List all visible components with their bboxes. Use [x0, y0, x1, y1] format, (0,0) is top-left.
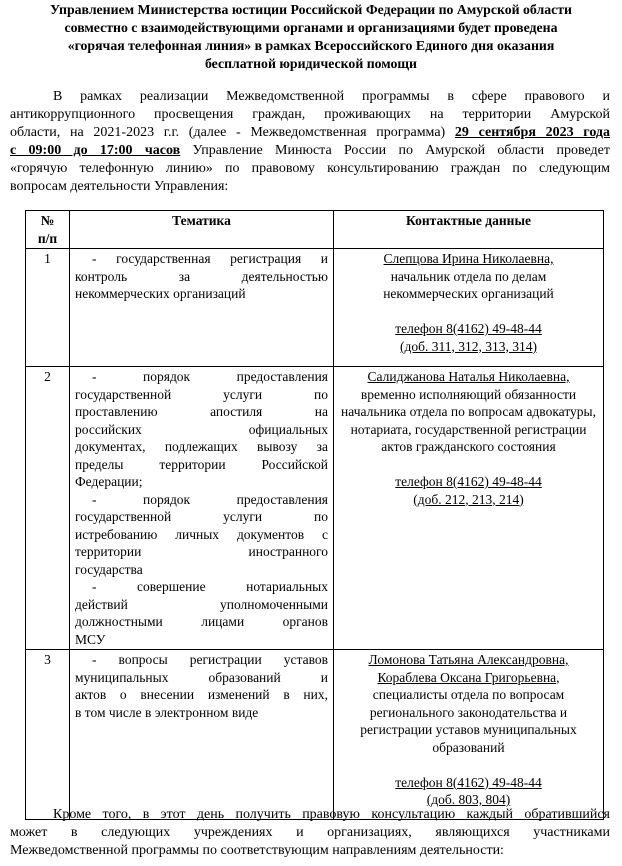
- topic-line: контроль за деятельностью: [75, 268, 328, 284]
- topic-line: в том числе в электронном виде: [75, 704, 259, 720]
- contact-line: [339, 721, 598, 739]
- contact-line-underlined: [339, 774, 598, 792]
- contact-line: [339, 403, 598, 421]
- topic-line: истребованию личных документов с: [75, 526, 328, 542]
- contact-line: [339, 303, 598, 321]
- contact-text: актов гражданского состояния: [381, 439, 556, 454]
- contact-text: Слепцова Ирина Николаевна,: [383, 251, 554, 266]
- topic-line: МСУ: [75, 631, 106, 647]
- table-header-row: [26, 211, 604, 249]
- contact-text: начальник отдела по делам: [390, 268, 547, 284]
- row-number: 1: [26, 249, 70, 367]
- contact-line-underlined: [339, 338, 598, 356]
- contact-text: регионального законодательства и: [369, 704, 568, 720]
- header-number-line-2: п/п: [37, 230, 58, 246]
- contact-line: [339, 268, 598, 286]
- outro-line-3: Межведомственной программы по соответствующим направлениям деятельности:: [10, 843, 504, 858]
- contact-line-underlined: [339, 368, 598, 386]
- table-row: [26, 249, 604, 367]
- contact-text: некоммерческих организаций: [383, 286, 554, 301]
- intro-line-2: антикоррупционного просвещения граждан, проживающих на территории Амурской: [10, 107, 610, 122]
- outro-line-1: Кроме того, в этот день получить правовую консультацию каждый обратившийся: [53, 807, 610, 822]
- topic-line: действий уполномоченными: [75, 596, 328, 612]
- outro-paragraph: [10, 805, 610, 859]
- intro-line-4: [10, 142, 610, 160]
- title-line-1: Управлением Министерства юстиции Российской Федерации по Амурской области: [50, 2, 572, 17]
- contact-text: телефон 8(4162) 49-48-44: [395, 321, 542, 336]
- contact-text: (доб. 803, 804): [426, 792, 511, 807]
- contact-text: телефон 8(4162) 49-48-44: [395, 474, 542, 489]
- contact-line: [339, 739, 598, 757]
- topic-line: - совершение нотариальных: [92, 579, 328, 594]
- contact-text: Ломонова Татьяна Александровна,: [368, 652, 569, 667]
- outro-line-2: может в следующих учреждениях и организациях, являющихся участниками: [10, 825, 610, 840]
- row-contact: [334, 367, 604, 650]
- topic-line: проставлению апостиля на: [75, 404, 328, 419]
- row-contact: [334, 650, 604, 820]
- intro-line-3-text: области, на 2021-2023 г.г. (далее - Межведомственная программа): [10, 125, 446, 140]
- topic-line: - вопросы регистрации уставов: [92, 652, 328, 667]
- contact-text: начальника отдела по вопросам адвокатуры,: [341, 404, 596, 419]
- intro-line-3: [10, 124, 610, 142]
- contact-line: [339, 686, 598, 704]
- header-topic: Тематика: [70, 211, 334, 249]
- contact-text: временно исполняющий обязанности: [360, 386, 577, 402]
- intro-line-4-text: Управление Минюста России по Амурской области проведет: [192, 143, 610, 158]
- intro-line-6: вопросам деятельности Управления:: [10, 179, 229, 194]
- contact-line: [339, 456, 598, 474]
- intro-line-1: В рамках реализации Межведомственной программы в сфере правового и: [53, 89, 610, 104]
- contact-text: (доб. 212, 213, 214): [413, 491, 524, 507]
- contact-line-underlined: [339, 491, 598, 509]
- row-topic: [70, 249, 334, 367]
- row-topic: [70, 367, 334, 650]
- title-line-2: совместно с взаимодействующими органами и организациями будет проведена: [64, 20, 558, 35]
- title-line-4: бесплатной юридической помощи: [204, 56, 418, 71]
- topic-line: муниципальных образований и: [75, 669, 328, 685]
- topic-line: государственной услуги по: [75, 509, 328, 524]
- contact-text: нотариата, государственной регистрации: [350, 421, 587, 437]
- header-number: [26, 211, 70, 249]
- row-number: 3: [26, 650, 70, 820]
- topic-line: пределы территории Российской: [75, 456, 328, 472]
- topic-line: территории иностранного: [75, 544, 328, 559]
- topic-line: российских официальных: [75, 421, 328, 437]
- contact-text: Кораблева Оксана Григорьевна,: [377, 669, 560, 685]
- contact-line-underlined: [339, 250, 598, 268]
- document-title: [10, 1, 612, 73]
- event-date: 29 сентября 2023 года: [454, 125, 610, 140]
- topic-line: - порядок предоставления: [92, 369, 328, 384]
- intro-paragraph: [10, 88, 610, 196]
- contact-text: образований: [432, 739, 505, 755]
- event-time: с 09:00 до 17:00 часов: [10, 143, 181, 158]
- table-row: [26, 367, 604, 650]
- topic-line: государства: [75, 561, 143, 577]
- topic-line: Федерации;: [75, 474, 143, 489]
- contact-line: [339, 386, 598, 404]
- contact-text: регистрации уставов муниципальных: [360, 722, 577, 737]
- contact-line-underlined: [339, 651, 598, 669]
- contact-line: [339, 438, 598, 456]
- contact-line-underlined: [339, 669, 598, 687]
- topic-line: должностными лицами органов: [75, 614, 328, 629]
- contact-line: [339, 421, 598, 439]
- header-number-line-1: №: [40, 213, 55, 228]
- table-row: [26, 650, 604, 820]
- header-contacts: Контактные данные: [334, 211, 604, 249]
- topic-line: некоммерческих организаций: [75, 286, 246, 301]
- contact-text: Салиджанова Наталья Николаевна,: [367, 369, 570, 384]
- row-topic: [70, 650, 334, 820]
- row-number: 2: [26, 367, 70, 650]
- topic-line: государственной услуги по: [75, 386, 328, 402]
- contact-line-underlined: [339, 320, 598, 338]
- contact-line: [339, 756, 598, 774]
- topic-line: - государственная регистрация и: [92, 251, 328, 266]
- contact-line: [339, 285, 598, 303]
- contact-text: (доб. 311, 312, 313, 314): [400, 338, 537, 354]
- row-contact: [334, 249, 604, 367]
- contact-text: телефон 8(4162) 49-48-44: [395, 774, 542, 790]
- title-line-3: «горячая телефонная линия» в рамках Всероссийского Единого дня оказания: [67, 38, 555, 53]
- intro-line-5: «горячую телефонную линию» по правовому консультированию граждан по следующим: [10, 161, 610, 176]
- contact-line-underlined: [339, 473, 598, 491]
- topic-line: документах, подлежащих вывозу за: [75, 439, 328, 454]
- topic-line: - порядок предоставления: [92, 491, 328, 507]
- consultation-table: [25, 210, 604, 820]
- contact-line: [339, 704, 598, 722]
- topic-line: актов о внесении изменений в них,: [75, 687, 328, 702]
- contact-text: специалисты отдела по вопросам: [372, 687, 565, 702]
